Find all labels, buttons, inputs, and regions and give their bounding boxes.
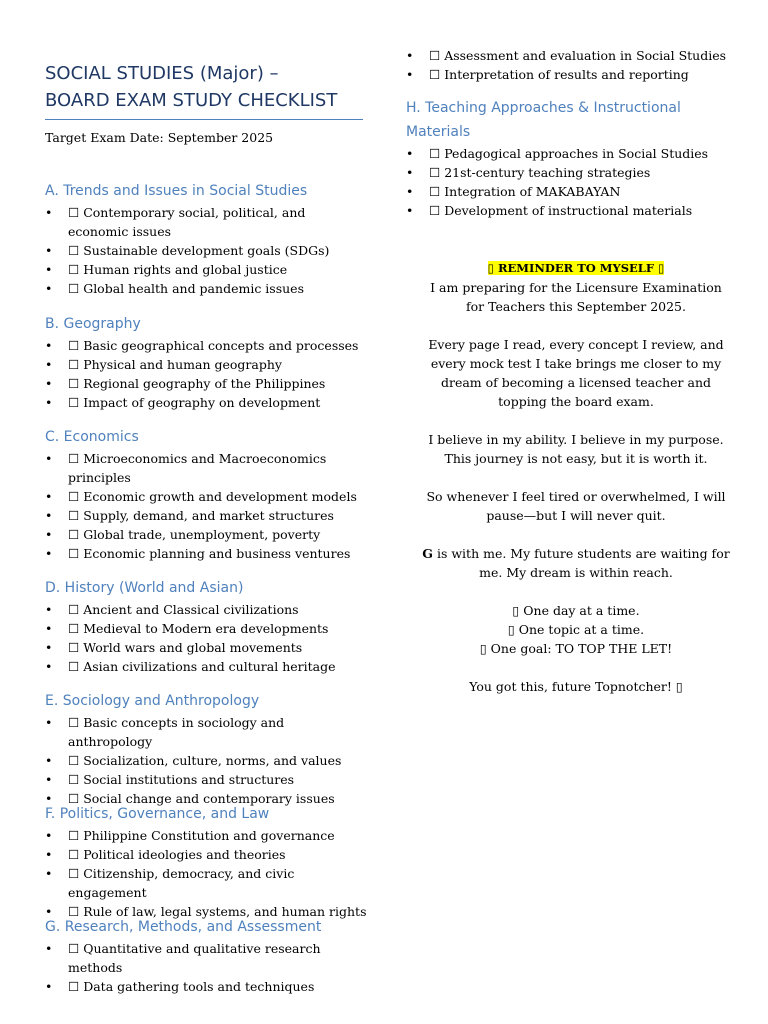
- checklist-item: [45, 241, 367, 260]
- checklist-item-text: Human rights and global justice: [83, 262, 288, 277]
- section-a: [45, 179, 367, 298]
- checkbox-icon: ☐: [68, 357, 80, 372]
- checklist-item: [406, 65, 746, 84]
- checklist-item-text: Sustainable development goals (SDGs): [83, 243, 330, 258]
- reminder-paragraph-1: I am preparing for the Licensure Examination for Teachers this September 2025.: [430, 280, 722, 314]
- checklist-item-text: Regional geography of the Philippines: [83, 376, 326, 391]
- section-h: [406, 96, 746, 220]
- checklist-item: [406, 163, 746, 182]
- checkbox-icon: ☐: [68, 376, 80, 391]
- checklist-item: [45, 845, 367, 864]
- checkbox-icon: ☐: [68, 904, 80, 919]
- title-line-2: BOARD EXAM STUDY CHECKLIST: [45, 90, 338, 112]
- title-line-1: SOCIAL STUDIES (Major) –: [45, 63, 279, 85]
- checklist-item: [45, 713, 367, 751]
- mantra-line-1: ▯ One day at a time.: [512, 603, 640, 618]
- checkbox-icon: ☐: [429, 48, 441, 63]
- checklist-item-text: Supply, demand, and market structures: [83, 508, 334, 523]
- bullet-icon: •: [45, 904, 53, 919]
- checklist-item: [45, 638, 367, 657]
- checklist-item-text: Rule of law, legal systems, and human rights: [83, 904, 367, 919]
- checkbox-icon: ☐: [68, 791, 80, 806]
- checklist-item: [45, 544, 367, 563]
- bullet-icon: •: [45, 262, 53, 277]
- checklist-item-text: Social change and contemporary issues: [83, 791, 335, 806]
- checklist-item-text: World wars and global movements: [83, 640, 303, 655]
- bullet-icon: •: [45, 376, 53, 391]
- checklist-item-text: Data gathering tools and techniques: [83, 979, 315, 994]
- bullet-icon: •: [45, 489, 53, 504]
- checkbox-icon: ☐: [68, 262, 80, 277]
- checkbox-icon: ☐: [68, 866, 80, 881]
- checklist-item: [45, 751, 367, 770]
- reminder-closing: You got this, future Topnotcher! ▯: [469, 679, 683, 694]
- section-e-list: [45, 713, 367, 808]
- section-a-heading: A. Trends and Issues in Social Studies: [45, 183, 308, 199]
- section-d-heading: D. History (World and Asian): [45, 580, 244, 596]
- checklist-item: [45, 525, 367, 544]
- checklist-item-text: Economic growth and development models: [83, 489, 357, 504]
- checkbox-icon: ☐: [68, 941, 80, 956]
- section-h-heading: [406, 96, 746, 144]
- bullet-icon: •: [406, 203, 414, 218]
- checklist-item: [45, 336, 367, 355]
- reminder-bold-g: G: [422, 546, 433, 561]
- checklist-item-text: Social institutions and structures: [83, 772, 295, 787]
- checklist-item: [45, 374, 367, 393]
- checkbox-icon: ☐: [429, 184, 441, 199]
- checklist-item: [45, 355, 367, 374]
- checkbox-icon: ☐: [68, 281, 80, 296]
- section-c-heading: C. Economics: [45, 429, 139, 445]
- checkbox-icon: ☐: [68, 659, 80, 674]
- checklist-item: [45, 619, 367, 638]
- checkbox-icon: ☐: [429, 67, 441, 82]
- bullet-icon: •: [45, 659, 53, 674]
- bullet-icon: •: [406, 165, 414, 180]
- bullet-icon: •: [45, 621, 53, 636]
- bullet-icon: •: [406, 146, 414, 161]
- checklist-item: [45, 449, 367, 487]
- checklist-item-text: Global trade, unemployment, poverty: [83, 527, 321, 542]
- checkbox-icon: ☐: [429, 146, 441, 161]
- checklist-item-text: Physical and human geography: [83, 357, 282, 372]
- checklist-item-text: Citizenship, democracy, and civic engagement: [68, 866, 295, 900]
- checkbox-icon: ☐: [68, 828, 80, 843]
- checklist-item: [45, 279, 367, 298]
- reminder-paragraph-4: So whenever I feel tired or overwhelmed, I will pause—but I will never quit.: [426, 489, 726, 523]
- checkbox-icon: ☐: [68, 621, 80, 636]
- bullet-icon: •: [45, 243, 53, 258]
- section-g: [45, 915, 367, 996]
- checklist-item: [45, 203, 367, 241]
- checklist-item-text: 21st-century teaching strategies: [444, 165, 651, 180]
- checklist-item: [406, 46, 746, 65]
- checkbox-icon: ☐: [68, 205, 80, 220]
- checklist-item: [406, 201, 746, 220]
- checklist-item-text: Pedagogical approaches in Social Studies: [444, 146, 709, 161]
- checklist-item: [45, 600, 367, 619]
- checklist-item: [406, 144, 746, 163]
- checklist-item-text: Global health and pandemic issues: [83, 281, 304, 296]
- section-e: [45, 689, 367, 808]
- checklist-item-text: Development of instructional materials: [444, 203, 693, 218]
- bullet-icon: •: [45, 715, 53, 730]
- section-d: [45, 576, 367, 676]
- target-exam-date: Target Exam Date: September 2025: [45, 130, 274, 145]
- checkbox-icon: ☐: [68, 546, 80, 561]
- checklist-item-text: Asian civilizations and cultural heritage: [83, 659, 336, 674]
- checkbox-icon: ☐: [68, 772, 80, 787]
- bullet-icon: •: [45, 395, 53, 410]
- bullet-icon: •: [45, 602, 53, 617]
- checklist-item-text: Medieval to Modern era developments: [83, 621, 329, 636]
- checklist-item-text: Integration of MAKABAYAN: [444, 184, 621, 199]
- checkbox-icon: ☐: [68, 338, 80, 353]
- section-f-heading: F. Politics, Governance, and Law: [45, 806, 270, 822]
- checkbox-icon: ☐: [68, 508, 80, 523]
- bullet-icon: •: [406, 48, 414, 63]
- checkbox-icon: ☐: [68, 527, 80, 542]
- checkbox-icon: ☐: [68, 243, 80, 258]
- checkbox-icon: ☐: [68, 489, 80, 504]
- checklist-item-text: Ancient and Classical civilizations: [83, 602, 299, 617]
- checkbox-icon: ☐: [68, 715, 80, 730]
- section-g-continued-list: [406, 46, 746, 84]
- checklist-item-text: Assessment and evaluation in Social Studies: [444, 48, 727, 63]
- mantra-line-3: ▯ One goal: TO TOP THE LET!: [479, 641, 673, 656]
- checklist-item: [406, 182, 746, 201]
- reminder-block: [420, 258, 732, 715]
- section-a-list: [45, 203, 367, 298]
- checklist-item-text: Interpretation of results and reporting: [444, 67, 689, 82]
- reminder-mantra: [420, 601, 732, 658]
- checklist-item: [45, 939, 367, 977]
- checklist-item-text: Quantitative and qualitative research methods: [68, 941, 321, 975]
- checkbox-icon: ☐: [68, 451, 80, 466]
- section-f: [45, 802, 367, 921]
- checklist-item: [45, 657, 367, 676]
- checklist-item-text: Basic concepts in sociology and anthropology: [68, 715, 285, 749]
- section-h-heading-line-1: H. Teaching Approaches & Instructional: [406, 100, 681, 116]
- reminder-paragraph-5: [420, 544, 732, 582]
- bullet-icon: •: [45, 866, 53, 881]
- checkbox-icon: ☐: [68, 753, 80, 768]
- bullet-icon: •: [406, 184, 414, 199]
- section-b: [45, 312, 367, 412]
- checklist-item-text: Contemporary social, political, and economic issues: [68, 205, 306, 239]
- checklist-item-text: Socialization, culture, norms, and values: [83, 753, 342, 768]
- bullet-icon: •: [45, 546, 53, 561]
- section-b-list: [45, 336, 367, 412]
- checkbox-icon: ☐: [429, 203, 441, 218]
- checklist-item-text: Impact of geography on development: [83, 395, 321, 410]
- reminder-paragraph-5-text: is with me. My future students are waiting for me. My dream is within reach.: [432, 546, 730, 580]
- checkbox-icon: ☐: [429, 165, 441, 180]
- bullet-icon: •: [45, 828, 53, 843]
- section-e-heading: E. Sociology and Anthropology: [45, 693, 260, 709]
- checklist-item: [45, 487, 367, 506]
- checklist-item: [45, 393, 367, 412]
- section-h-list: [406, 144, 746, 220]
- section-f-list: [45, 826, 367, 921]
- bullet-icon: •: [406, 67, 414, 82]
- section-g-heading: G. Research, Methods, and Assessment: [45, 919, 322, 935]
- section-c: [45, 425, 367, 563]
- bullet-icon: •: [45, 941, 53, 956]
- section-g-list: [45, 939, 367, 996]
- bullet-icon: •: [45, 451, 53, 466]
- checklist-item: [45, 260, 367, 279]
- section-c-list: [45, 449, 367, 563]
- checklist-item: [45, 864, 367, 902]
- bullet-icon: •: [45, 979, 53, 994]
- checklist-item: [45, 506, 367, 525]
- bullet-icon: •: [45, 205, 53, 220]
- document-title: [45, 60, 363, 120]
- reminder-heading: ▯ REMINDER TO MYSELF ▯: [487, 261, 665, 275]
- checklist-item: [45, 977, 367, 996]
- checkbox-icon: ☐: [68, 847, 80, 862]
- checklist-item-text: Basic geographical concepts and processes: [83, 338, 359, 353]
- section-g-continued: [406, 46, 746, 84]
- checklist-item-text: Political ideologies and theories: [83, 847, 286, 862]
- checklist-item-text: Philippine Constitution and governance: [83, 828, 335, 843]
- checkbox-icon: ☐: [68, 395, 80, 410]
- section-b-heading: B. Geography: [45, 316, 141, 332]
- checkbox-icon: ☐: [68, 602, 80, 617]
- checklist-item: [45, 770, 367, 789]
- bullet-icon: •: [45, 772, 53, 787]
- checklist-item: [45, 826, 367, 845]
- bullet-icon: •: [45, 338, 53, 353]
- reminder-paragraph-3: I believe in my ability. I believe in my purpose. This journey is not easy, but it is worth it.: [428, 432, 724, 466]
- checkbox-icon: ☐: [68, 979, 80, 994]
- section-h-heading-line-2: Materials: [406, 124, 471, 140]
- bullet-icon: •: [45, 640, 53, 655]
- bullet-icon: •: [45, 527, 53, 542]
- bullet-icon: •: [45, 753, 53, 768]
- bullet-icon: •: [45, 508, 53, 523]
- bullet-icon: •: [45, 281, 53, 296]
- checklist-item-text: Economic planning and business ventures: [83, 546, 351, 561]
- checkbox-icon: ☐: [68, 640, 80, 655]
- checklist-item-text: Microeconomics and Macroeconomics principles: [68, 451, 327, 485]
- reminder-paragraph-2: Every page I read, every concept I review, and every mock test I take brings me closer to my dream of becoming a licensed teacher and topping the board exam.: [428, 337, 724, 409]
- section-d-list: [45, 600, 367, 676]
- bullet-icon: •: [45, 791, 53, 806]
- mantra-line-2: ▯ One topic at a time.: [507, 622, 645, 637]
- bullet-icon: •: [45, 847, 53, 862]
- bullet-icon: •: [45, 357, 53, 372]
